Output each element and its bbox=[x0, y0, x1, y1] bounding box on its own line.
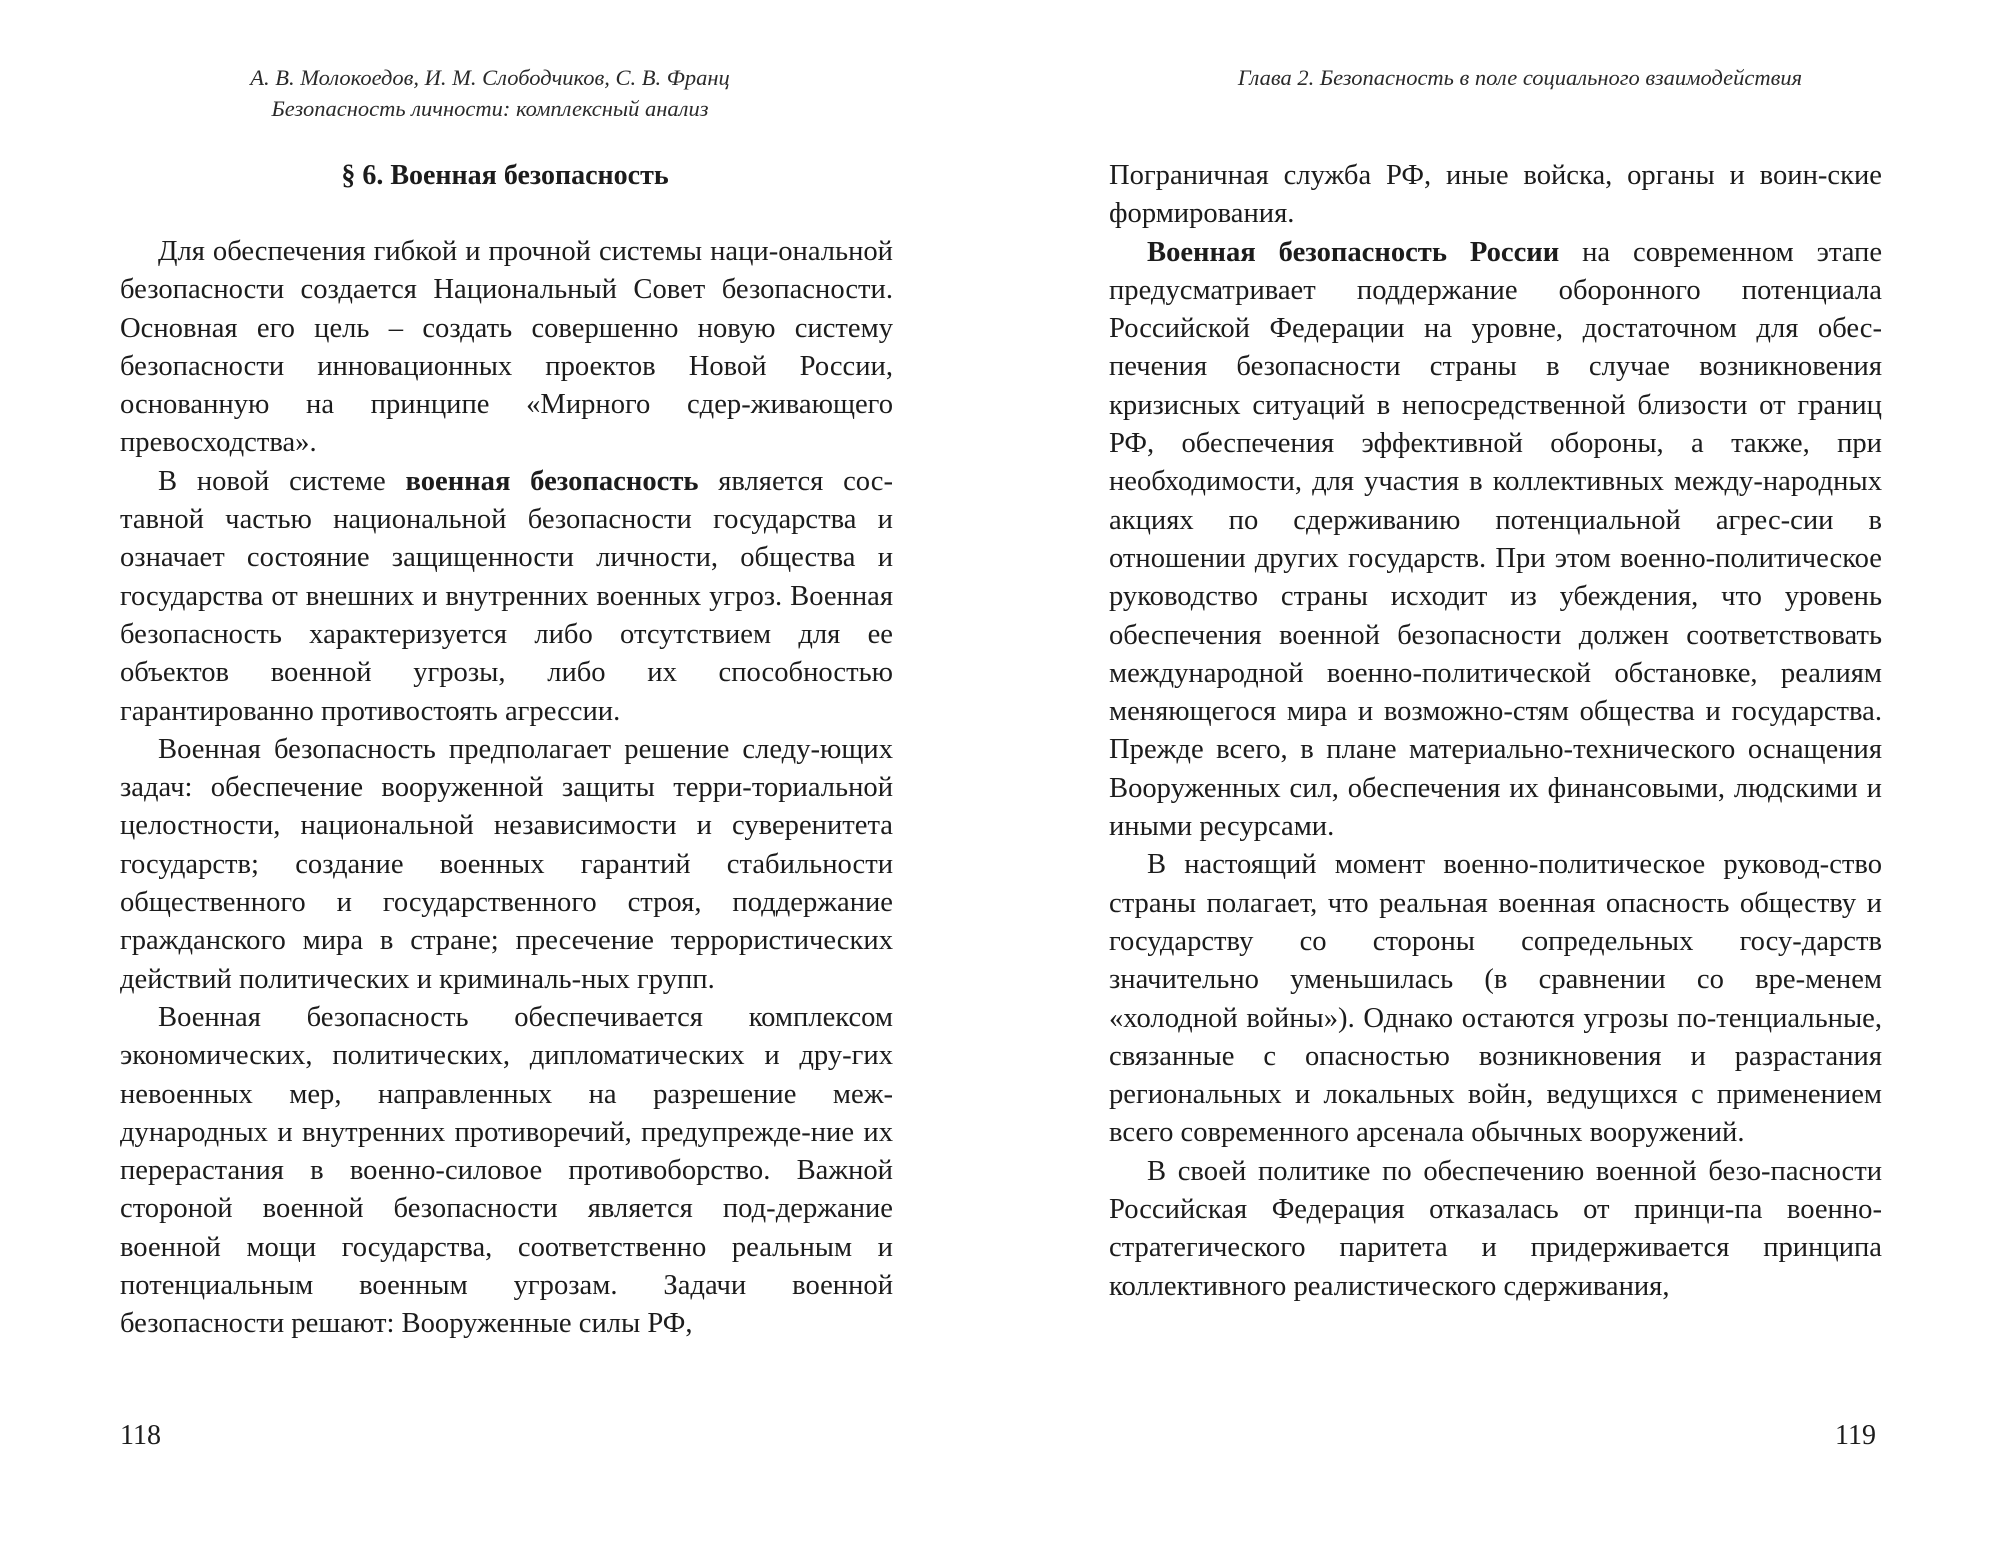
paragraph: Военная безопасность предполагает решение следу-ющих задач: обеспечение вооруженной защиты терри-ториальной целостности, национальной независимости и суверенитета государств; создание военных гарантий стабильности общественного и государственного строя, поддержание гражданского мира в стране; пресечение террористических действий политических и криминаль-ных групп. bbox=[120, 733, 893, 995]
paragraph: В своей политике по обеспечению военной безо-пасности Российская Федерация отказалась от принци-па военно-стратегического паритета и придерживается принципа коллективного реалистического сдерживания, bbox=[1109, 1155, 1882, 1302]
bold-term: Военная безопасность России bbox=[1147, 236, 1560, 268]
page-number: 118 bbox=[120, 1420, 161, 1451]
paragraph bbox=[1109, 234, 1882, 847]
running-head-book-title: Безопасность личности: комплексный анализ bbox=[271, 96, 709, 121]
page-number: 119 bbox=[1835, 1420, 1876, 1451]
right-running-head: Глава 2. Безопасность в поле социального взаимодействия bbox=[1237, 65, 1803, 90]
left-text-column bbox=[120, 233, 893, 1344]
text-run: на современном этапе предусматривает поддержание оборонного потенциала Российской Федерации на уровне, достаточном для обес-печения безопасности страны в случае возникновения кризисных ситуаций в непосредственной близости от границ РФ, обеспечения эффективной обороны, а также, при необходимости, для участия в коллективных между-народных акциях по сдерживанию потенциальной агрес-сии в отношении других государств. При этом военно-политическое руководство страны исходит из убеждения, что уровень обеспечения военной безопасности должен соответствовать международной военно-политической обстановке, реалиям меняющегося мира и возможно-стям общества и государства. Прежде всего, в плане материально-технического оснащения Вооруженных сил, обеспечения их финансовыми, людскими и иными ресурсами. bbox=[1109, 236, 1883, 843]
paragraph: Пограничная служба РФ, иные войска, органы и воин-ские формирования. bbox=[1109, 160, 1882, 230]
text-run: является сос-тавной частью национальной безопасности государства и означает состояние защищенности личности, общества и государства от внешних и внутренних военных угроз. Военная безопасность характеризуется либо отсутствием для ее объектов военной угрозы, либо их способностью гарантированно противостоять агрессии. bbox=[120, 465, 893, 727]
right-text-column bbox=[1109, 157, 1882, 1306]
paragraph bbox=[120, 463, 893, 731]
running-head-authors: А. В. Молокоедов, И. М. Слободчиков, С. В. Франц bbox=[250, 65, 730, 90]
paragraph: Для обеспечения гибкой и прочной системы наци-ональной безопасности создается Национальный Совет безопасности. Основная его цель – создать совершенно новую систему безопасности инновационных проектов Новой России, основанную на принципе «Мирного сдер-живающего превосходства». bbox=[120, 236, 893, 459]
text-run: В новой системе bbox=[158, 465, 406, 497]
bold-term: военная безопасность bbox=[405, 465, 699, 497]
right-page bbox=[1000, 0, 2000, 1547]
paragraph: В настоящий момент военно-политическое руковод-ство страны полагает, что реальная военная опасность обществу и государству со стороны сопредельных госу-дарств значительно уменьшилась (в сравнении со вре-менем «холодной войны»). Однако остаются угрозы по-тенциальные, связанные с опасностью возникновения и разрастания региональных и локальных войн, ведущихся с применением всего современного арсенала обычных вооружений. bbox=[1109, 849, 1882, 1149]
paragraph: Военная безопасность обеспечивается комплексом экономических, политических, дипломатических и дру-гих невоенных мер, направленных на разрешение меж-дународных и внутренних противоречий, предупрежде-ние их перерастания в военно-силовое противоборство. Важной стороной военной безопасности является под-держание военной мощи государства, соответственно реальным и потенциальным военным угрозам. Задачи военной безопасности решают: Вооруженные силы РФ, bbox=[120, 1001, 893, 1340]
section-title: § 6. Военная безопасность bbox=[341, 160, 669, 191]
left-running-head bbox=[190, 62, 790, 124]
